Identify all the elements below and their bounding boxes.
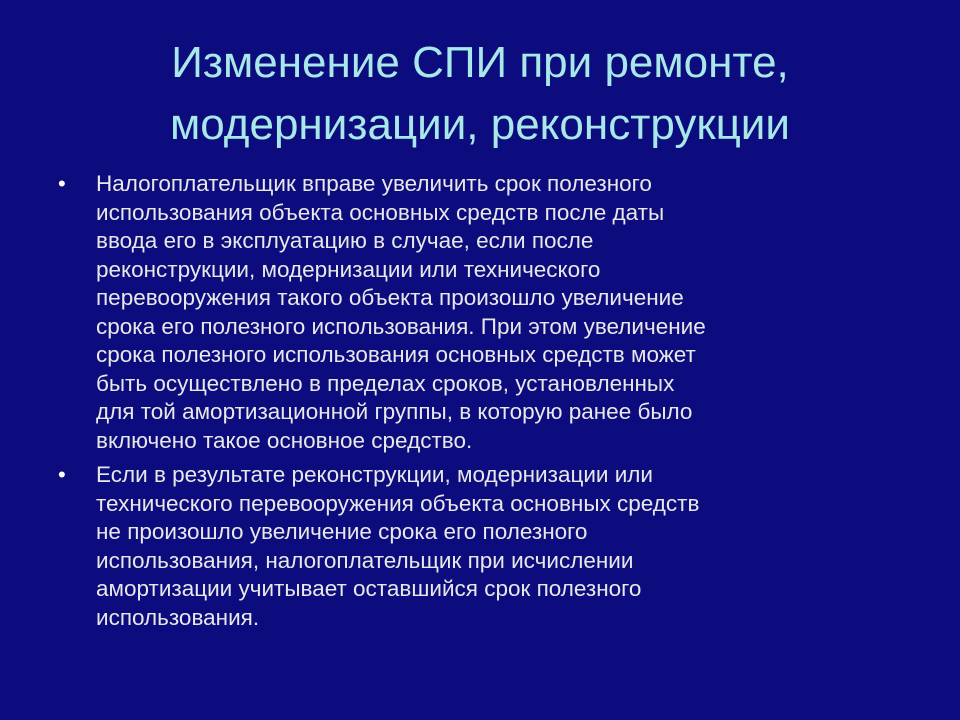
text-line: быть осуществлено в пределах сроков, установленных <box>96 370 675 396</box>
text-line: Налогоплательщик вправе увеличить срок полезного <box>96 171 652 196</box>
bullet-text <box>96 461 902 632</box>
title-line-2: модернизации, реконструкции <box>170 100 790 149</box>
text-line: амортизации учитывает оставшийся срок полезного <box>96 576 642 601</box>
text-line: включено такое основное средство. <box>96 427 473 453</box>
bullet-text <box>96 170 902 455</box>
bullet-list <box>52 170 902 638</box>
text-line: срока полезного использования основных средств может <box>96 342 696 367</box>
text-line: использования, налогоплательщик при исчислении <box>96 547 634 573</box>
slide-title <box>60 32 900 156</box>
bullet-marker-icon: • <box>58 462 66 487</box>
text-line: срока его полезного использования. При этом увеличение <box>96 313 706 339</box>
title-line-1: Изменение СПИ при ремонте, <box>171 38 789 87</box>
text-line: ввода его в эксплуатацию в случае, если после <box>96 228 594 253</box>
text-line: реконструкции, модернизации или технического <box>96 256 601 282</box>
text-line: для той амортизационной группы, в которую ранее было <box>96 399 693 424</box>
bullet-item-2 <box>52 461 902 632</box>
text-line: использования объекта основных средств после даты <box>96 199 665 225</box>
text-line: Если в результате реконструкции, модернизации или <box>96 462 653 487</box>
bullet-item-1 <box>52 170 902 455</box>
bullet-marker-icon: • <box>58 171 66 196</box>
text-line: перевооружения такого объекта произошло увеличение <box>96 285 684 310</box>
text-line: использования. <box>96 604 260 630</box>
text-line: не произошло увеличение срока его полезного <box>96 519 588 544</box>
text-line: технического перевооружения объекта основных средств <box>96 490 700 516</box>
